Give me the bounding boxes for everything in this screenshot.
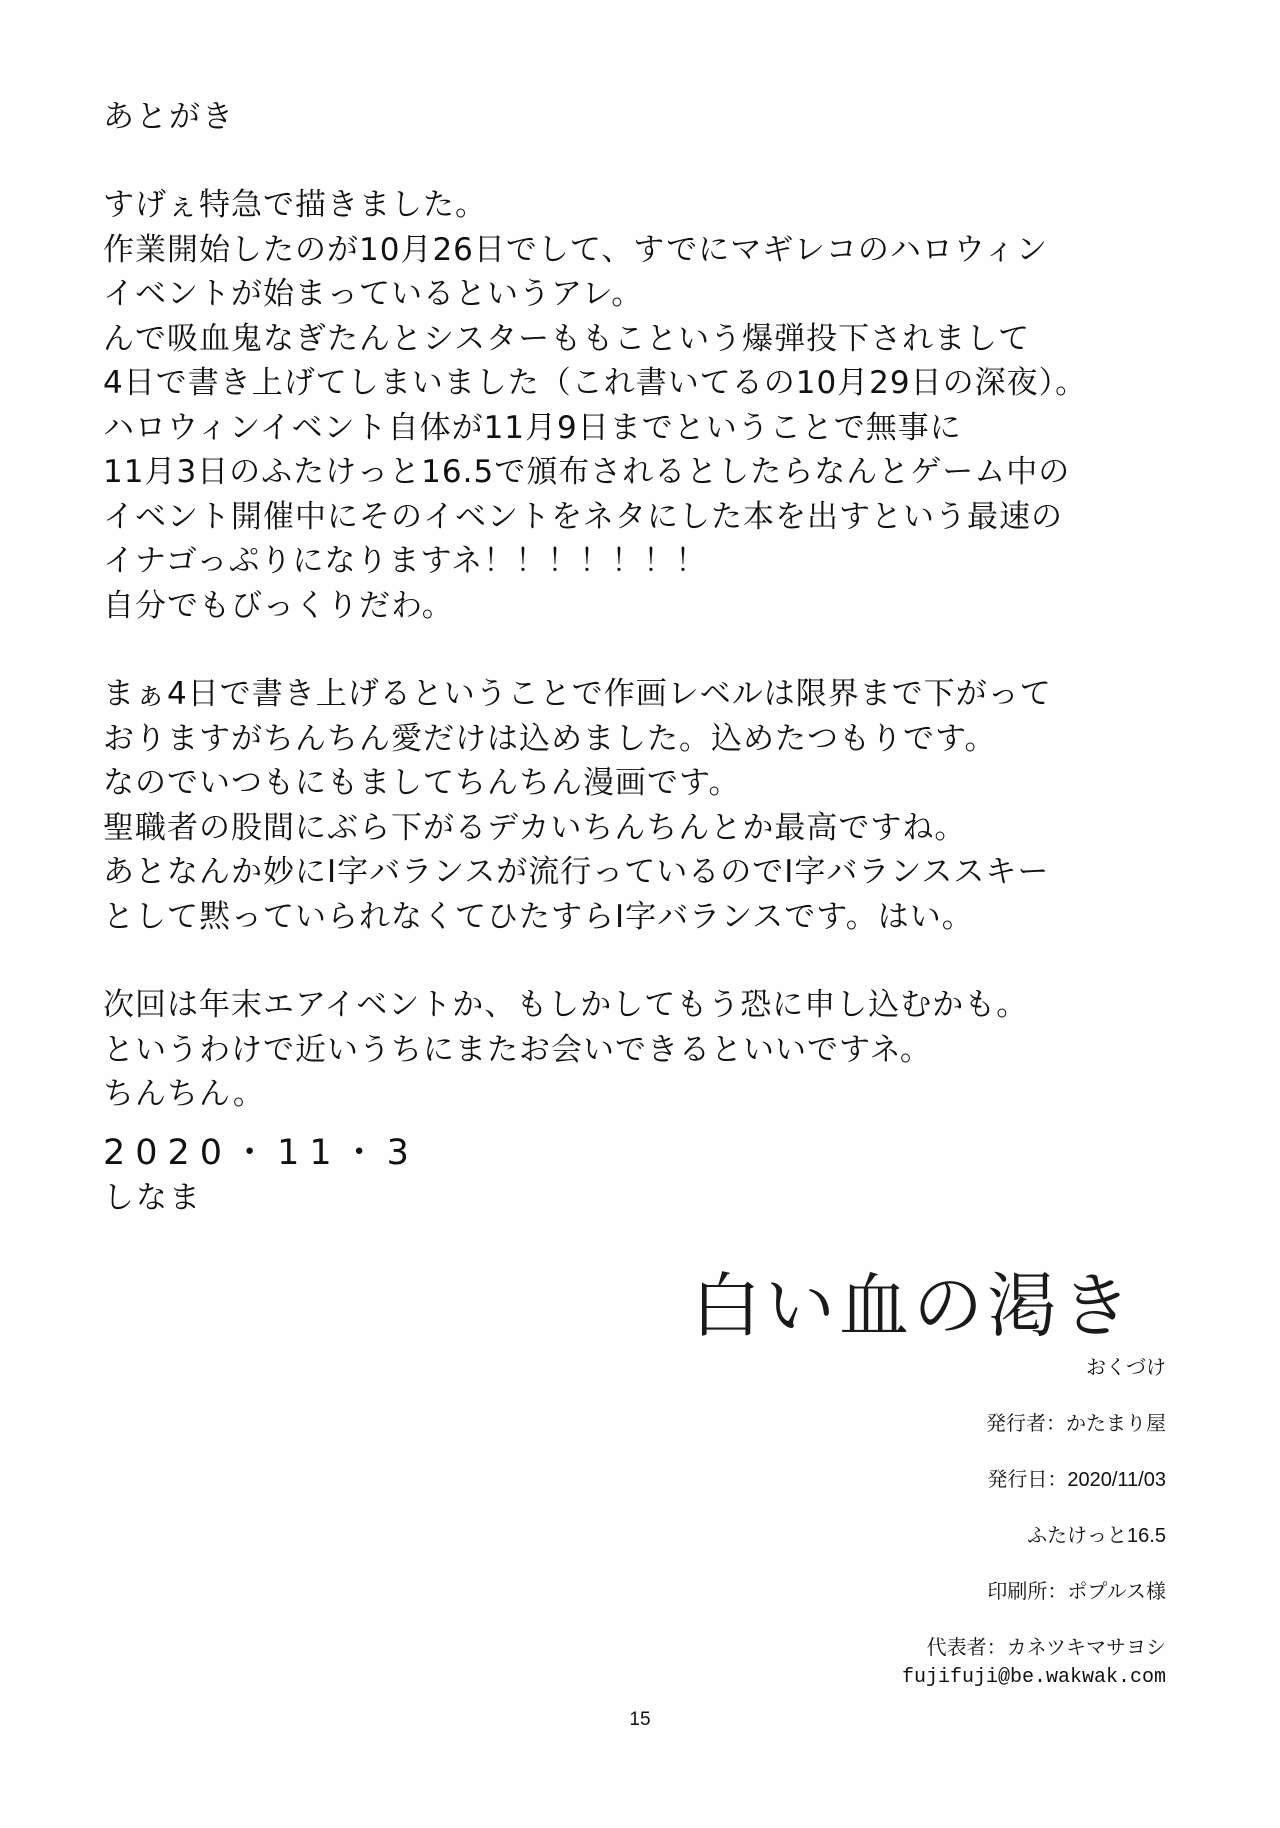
afterword-line: 4日で書き上げてしまいました（これ書いてるの10月29日の深夜）。 [103,365,1088,401]
page-number: 15 [629,1709,651,1730]
colophon-publisher: 発行者：かたまり屋 [986,1413,1166,1435]
signature-block [103,1130,419,1220]
afterword-line: ちんちん。 [103,1076,265,1112]
afterword-line: すげぇ特急で描きました。 [103,187,487,223]
afterword-paragraph-2 [103,672,1203,939]
afterword-line: ハロウィンイベント自体が11月9日までということで無事に [103,409,962,446]
colophon-event: ふたけっと16.5 [1027,1525,1166,1547]
afterword-line: 次回は年末エアイベントか、もしかしてもう恐に申し込むかも。 [103,987,1029,1023]
afterword-line: 聖職者の股間にぶら下がるデカいちんちんとか最高ですね。 [103,809,967,846]
colophon-email: fujifuji@be.wakwak.com [901,1666,1166,1689]
colophon-heading: おくづけ [1086,1357,1166,1379]
afterword-line: イベントが始まっているというアレ。 [103,276,644,312]
afterword-line: として黙っていられなくてひたすらI字バランスです。はい。 [103,898,974,935]
afterword-line: んで吸血鬼なぎたんとシスターももこという爆弾投下されまして [103,320,1031,357]
colophon-printer: 印刷所：ポプルス様 [987,1581,1166,1603]
author-signature: しなま [103,1180,202,1216]
afterword-line: まぁ4日で書き上げるということで作画レベルは限界まで下がって [103,676,1052,712]
colophon-issue-date: 発行日：2020/11/03 [987,1469,1166,1491]
afterword-line: というわけで近いうちにまたお会いできるといいですネ。 [103,1031,932,1068]
afterword-line: おりますがちんちん愛だけは込めました。込めたつもりです。 [103,720,997,757]
afterword-line: 自分でもびっくりだわ。 [103,587,454,624]
afterword-line: あとなんか妙にI字バランスが流行っているのでI字バランススキー [103,854,1050,890]
afterword-date: 2020・11・3 [103,1133,419,1173]
book-title-logo: 白い血の渇き [691,1265,1135,1347]
afterword-line: なのでいつもにもましてちんちん漫画です。 [103,765,741,801]
afterword-line: イベント開催中にそのイベントをネタにした本を出すという最速の [103,498,1063,535]
afterword-title: あとがき [103,99,235,135]
afterword-paragraph-3 [103,983,1203,1117]
afterword-section [103,95,1203,1161]
afterword-line: 11月3日のふたけっと16.5で頒布されるとしたらなんとゲーム中の [103,454,1071,490]
colophon [902,1355,1166,1721]
afterword-paragraph-1 [103,183,1203,628]
afterword-line: 作業開始したのが10月26日でして、すでにマギレコのハロウィン [103,231,1049,268]
colophon-representative: 代表者：カネツキマサヨシ [926,1637,1166,1659]
afterword-line: イナゴっぷりになりますネ！！！！！！！ [103,543,708,579]
